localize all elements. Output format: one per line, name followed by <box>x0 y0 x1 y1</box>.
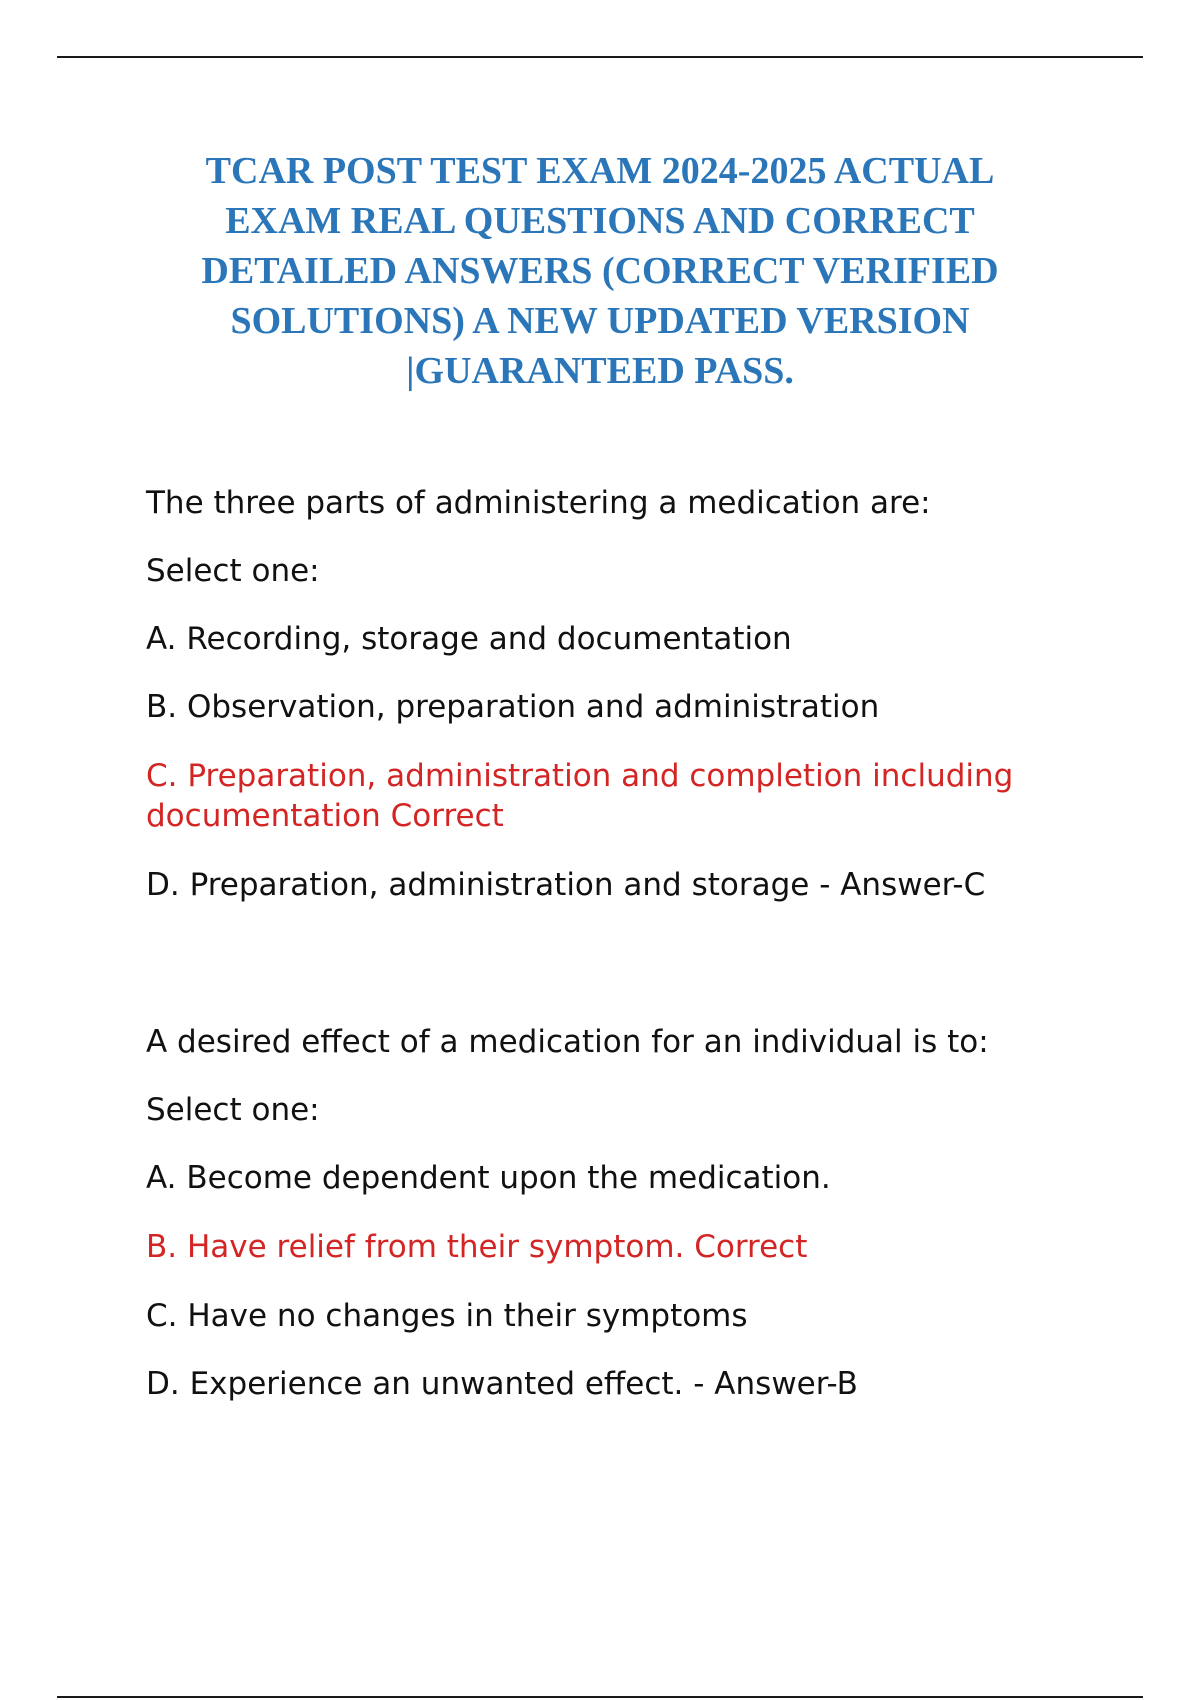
answer-option-c: C. Have no changes in their symptoms <box>146 1298 748 1334</box>
answer-option-a: A. Recording, storage and documentation <box>146 621 792 657</box>
title-line: TCAR POST TEST EXAM 2024-2025 ACTUAL <box>205 150 995 192</box>
question-1 <box>146 484 1086 934</box>
document-title <box>100 146 1100 396</box>
question-prompt: A desired effect of a medication for an individual is to: <box>146 1024 989 1060</box>
answer-option-d: D. Experience an unwanted effect. - Answer-B <box>146 1366 858 1402</box>
question-2 <box>146 1023 1086 1433</box>
answer-option-b-correct: B. Have relief from their symptom. Correct <box>146 1229 808 1265</box>
answer-option-d: D. Preparation, administration and storage - Answer-C <box>146 867 986 903</box>
title-line: SOLUTIONS) A NEW UPDATED VERSION <box>230 300 970 342</box>
answer-option-a: A. Become dependent upon the medication. <box>146 1160 831 1196</box>
answer-option-c-correct: C. Preparation, administration and completion including documentation Correct <box>146 758 1014 834</box>
question-instruction: Select one: <box>146 1092 320 1128</box>
top-rule <box>57 56 1143 58</box>
title-line: DETAILED ANSWERS (CORRECT VERIFIED <box>201 250 999 292</box>
title-line: EXAM REAL QUESTIONS AND CORRECT <box>225 200 975 242</box>
question-prompt: The three parts of administering a medication are: <box>146 485 931 521</box>
question-instruction: Select one: <box>146 553 320 589</box>
title-line: |GUARANTEED PASS. <box>406 350 794 392</box>
bottom-rule <box>57 1696 1143 1698</box>
answer-option-b: B. Observation, preparation and administration <box>146 689 880 725</box>
